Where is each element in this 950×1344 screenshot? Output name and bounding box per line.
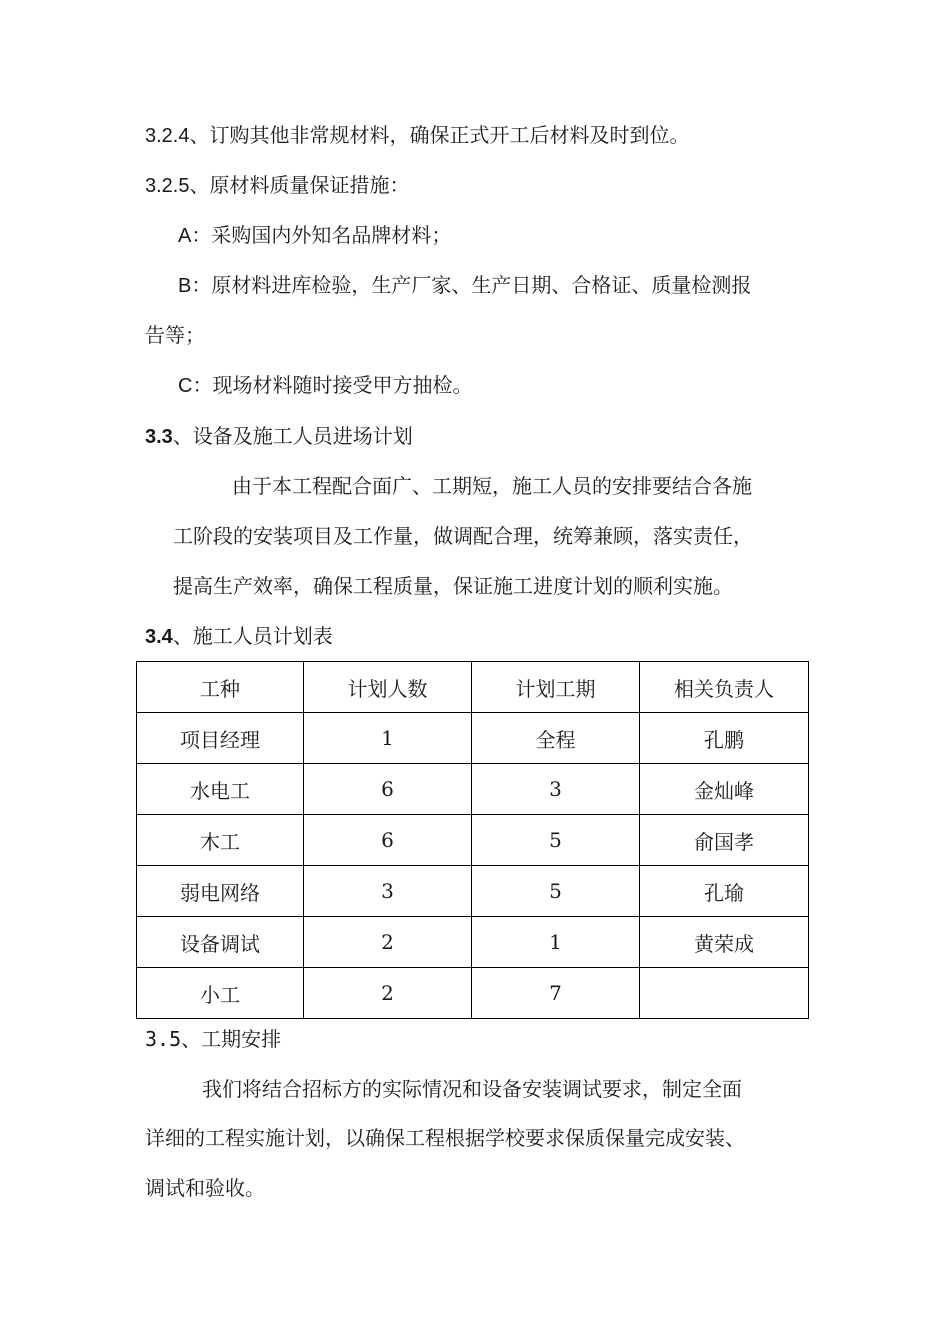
table-row [137, 968, 809, 1019]
cell-trade: 设备调试 [137, 917, 304, 968]
header-trade: 工种 [137, 662, 304, 713]
paragraph-3-3-line-1: 由于本工程配合面广、工期短，施工人员的安排要结合各施 [232, 474, 752, 498]
item-3-2-4: 3.2.4、订购其他非常规材料，确保正式开工后材料及时到位。 [145, 125, 690, 147]
table-header-row [137, 662, 809, 713]
paragraph-3-5-line-3: 调试和验收。 [145, 1176, 265, 1200]
table-row [137, 815, 809, 866]
cell-responsible: 孔瑜 [640, 866, 809, 917]
table-right-border [808, 661, 809, 1019]
section-3-4-number: 3.4 [145, 626, 173, 648]
cell-trade: 项目经理 [137, 713, 304, 764]
section-3-4-heading [145, 622, 333, 651]
paragraph-3-3-line-2: 工阶段的安装项目及工作量，做调配合理，统筹兼顾，落实责任， [173, 524, 753, 548]
section-3-3-number: 3.3 [145, 426, 173, 448]
table-row [137, 917, 809, 968]
section-3-3-title: 、设备及施工人员进场计划 [172, 426, 413, 448]
table-row [137, 713, 809, 764]
cell-responsible: 金灿峰 [640, 764, 809, 815]
cell-duration: 全程 [472, 713, 640, 764]
cell-count: 3 [304, 866, 472, 917]
cell-responsible: 黄荣成 [640, 917, 809, 968]
header-planned-duration: 计划工期 [472, 662, 640, 713]
table-row [137, 764, 809, 815]
sub-item-a: A：采购国内外知名品牌材料； [178, 225, 452, 247]
cell-count: 1 [304, 713, 472, 764]
paragraph-3-5-line-1: 我们将结合招标方的实际情况和设备安装调试要求，制定全面 [202, 1077, 742, 1101]
cell-trade: 木工 [137, 815, 304, 866]
sub-item-b-continued: 告等； [145, 325, 205, 347]
section-3-4-title: 、施工人员计划表 [172, 626, 333, 648]
cell-responsible: 俞国孝 [640, 815, 809, 866]
cell-count: 2 [304, 917, 472, 968]
cell-trade: 小工 [137, 968, 304, 1019]
sub-item-c: C：现场材料随时接受甲方抽检。 [178, 375, 473, 397]
cell-duration: 1 [472, 917, 640, 968]
paragraph-3-3-line-3: 提高生产效率，确保工程质量，保证施工进度计划的顺利实施。 [173, 574, 733, 598]
table-row [137, 866, 809, 917]
cell-duration: 7 [472, 968, 640, 1019]
cell-trade: 弱电网络 [137, 866, 304, 917]
staff-plan-table [136, 661, 809, 1019]
cell-responsible: 孔鹏 [640, 713, 809, 764]
cell-responsible [640, 968, 809, 1019]
item-3-2-5: 3.2.5、原材料质量保证措施： [145, 175, 410, 197]
section-3-3-heading [145, 422, 413, 451]
paragraph-3-5-line-2: 详细的工程实施计划，以确保工程根据学校要求保质保量完成安装、 [145, 1126, 745, 1150]
cell-duration: 5 [472, 815, 640, 866]
header-responsible-person: 相关负责人 [640, 662, 809, 713]
cell-count: 2 [304, 968, 472, 1019]
sub-item-b: B：原材料进库检验，生产厂家、生产日期、合格证、质量检测报 [178, 275, 752, 297]
cell-trade: 水电工 [137, 764, 304, 815]
section-3-5-heading: 3.5、工期安排 [145, 1027, 282, 1051]
cell-count: 6 [304, 764, 472, 815]
cell-duration: 3 [472, 764, 640, 815]
header-planned-count: 计划人数 [304, 662, 472, 713]
cell-duration: 5 [472, 866, 640, 917]
cell-count: 6 [304, 815, 472, 866]
